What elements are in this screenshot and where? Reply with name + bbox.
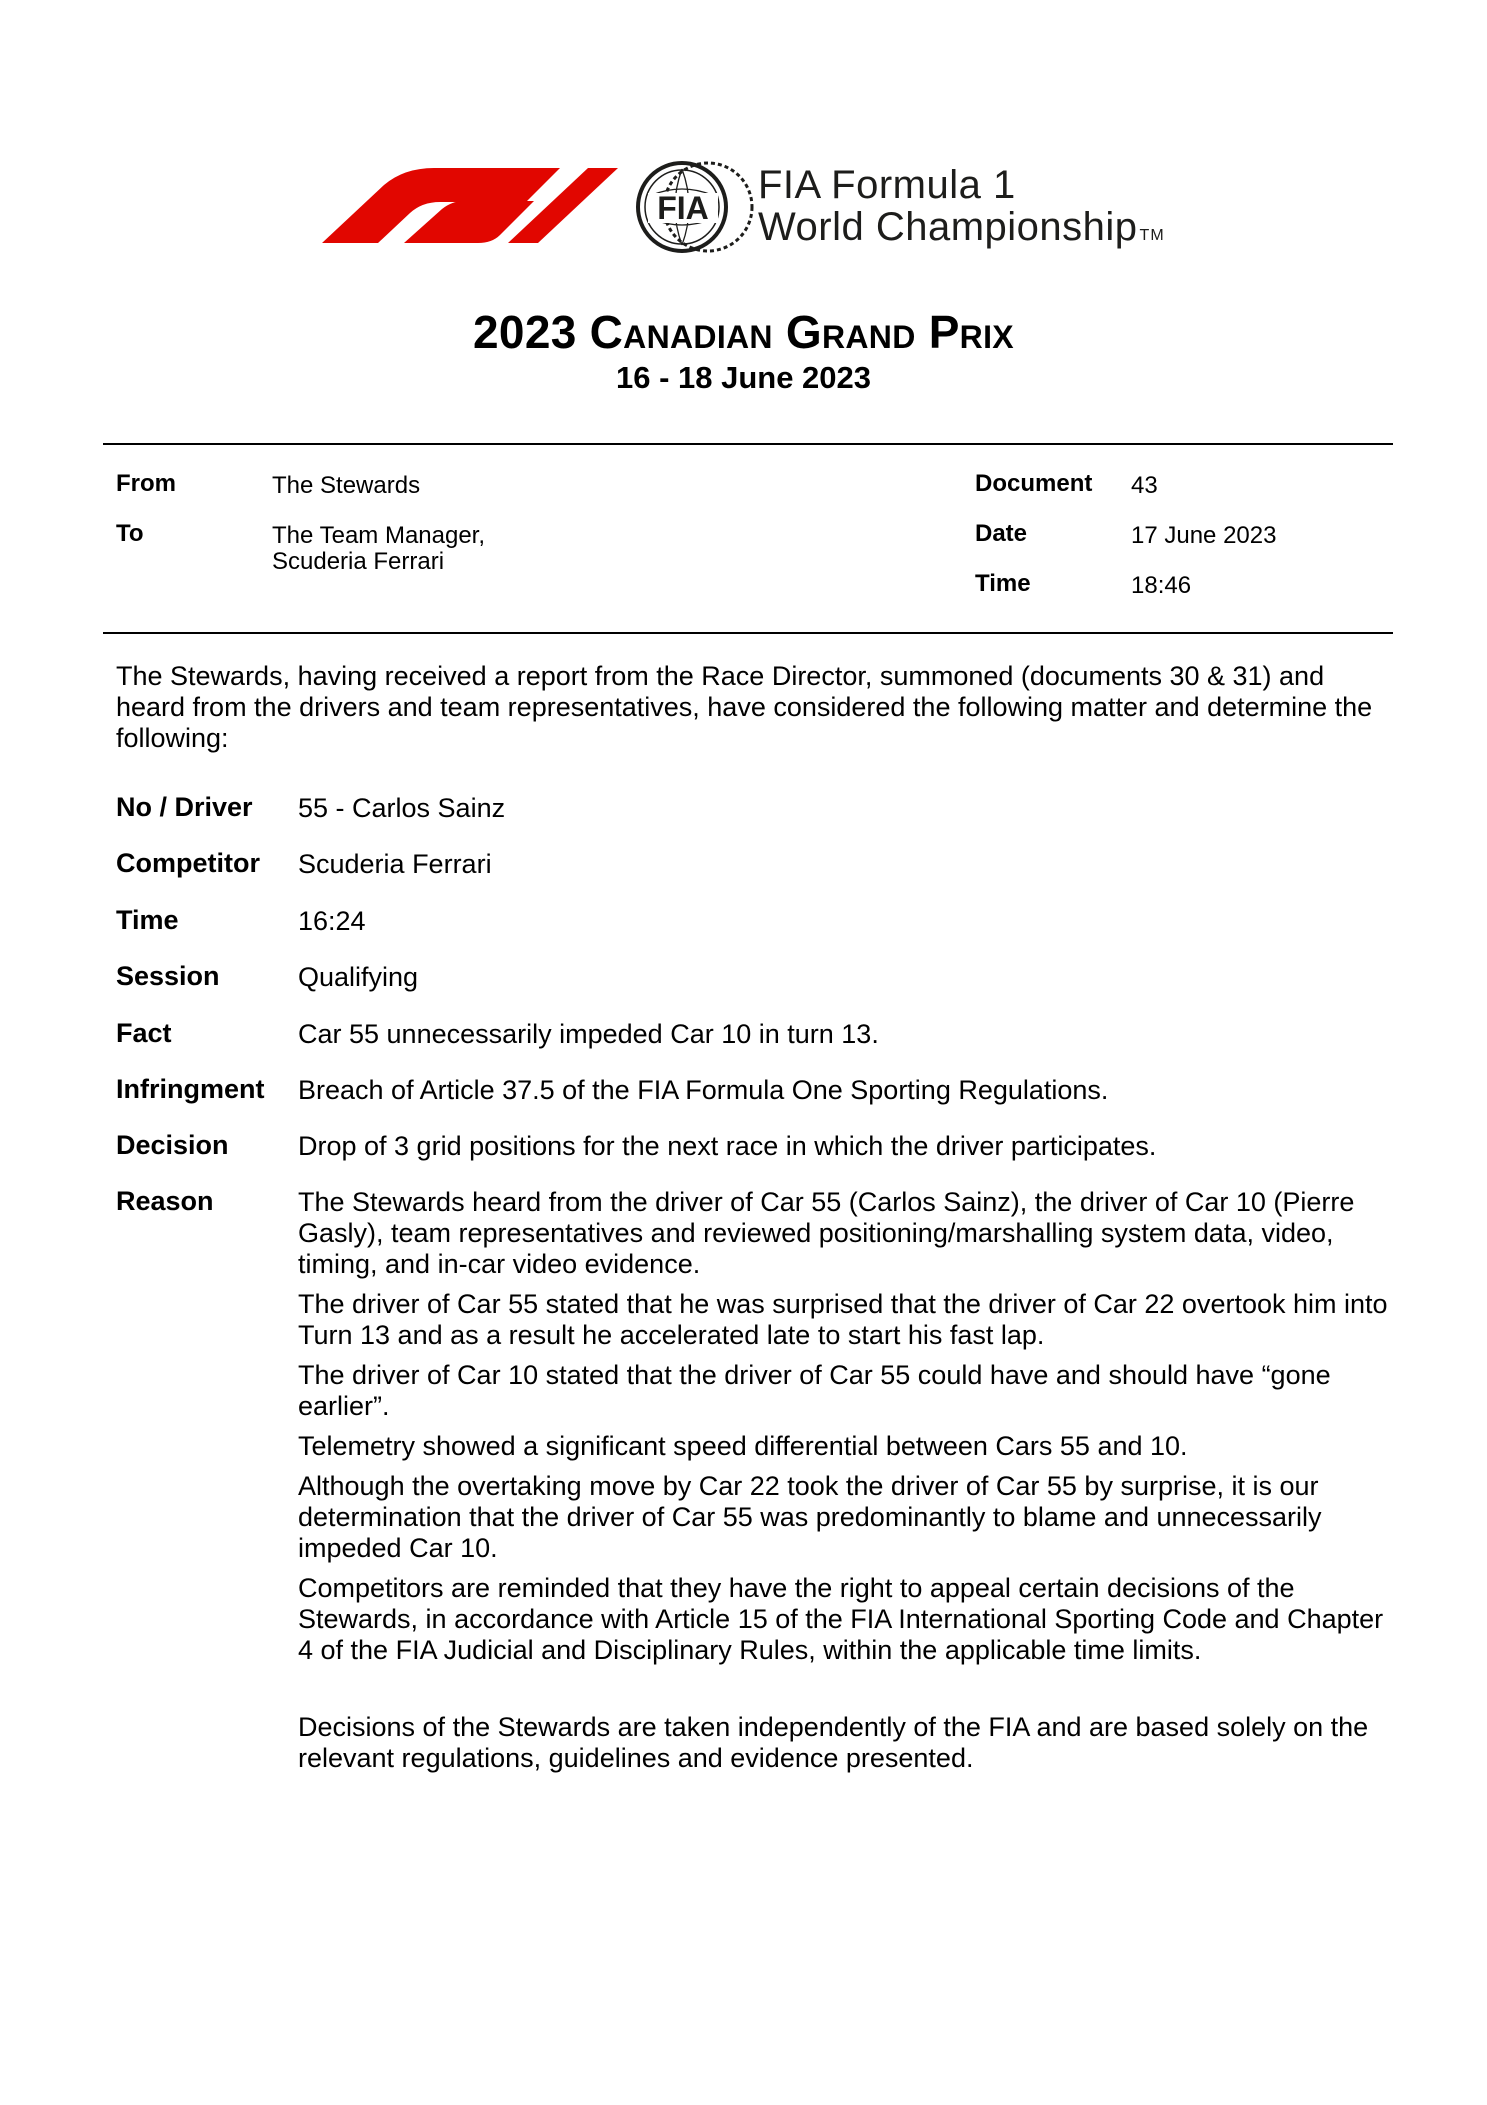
document-label: Document (975, 470, 1093, 497)
wordmark-line2 (758, 207, 1165, 247)
reason-body (298, 1187, 1388, 1783)
reason-paragraph: The driver of Car 55 stated that he was surprised that the driver of Car 22 overtook him into Turn 13 and as a result he accelerated late to start his fast lap. (298, 1289, 1388, 1350)
to-value-line1: The Team Manager, (272, 522, 486, 549)
session-value: Qualifying (298, 962, 419, 992)
event-dates: 16 - 18 June 2023 (615, 360, 872, 395)
from-value: The Stewards (272, 472, 421, 499)
to-value-line2: Scuderia Ferrari (272, 548, 445, 575)
incident-time-label: Time (116, 905, 179, 935)
reason-paragraph: Competitors are reminded that they have the right to appeal certain decisions of the Stewards, in accordance with Article 15 of the FIA International Sporting Code and Chapter 4 of the FIA Judicial and Disciplinary Rules, within the applicable time limits. (298, 1573, 1384, 1665)
fact-label: Fact (116, 1018, 172, 1048)
closing-statement: Decisions of the Stewards are taken independently of the FIA and are based solely on the relevant regulations, guidelines and evidence presented. (298, 1712, 1369, 1773)
intro-paragraph: The Stewards, having received a report from the Race Director, summoned (documents 30 & 31) and heard from the drivers and team representatives, have considered the following matter and determine the following: (116, 661, 1373, 753)
wordmark-line2-text: World Championship (758, 205, 1138, 249)
trademark-mark: TM (1139, 227, 1165, 244)
championship-wordmark (758, 165, 1165, 247)
header-bottom-divider (103, 632, 1393, 634)
competitor-label: Competitor (116, 848, 260, 878)
reason-paragraph: The Stewards heard from the driver of Car 55 (Carlos Sainz), the driver of Car 10 (Pierre Gasly), team representatives and reviewed positioning/marshalling system data, video, timing, and in-car video evidence. (298, 1187, 1355, 1279)
fia-badge-icon (638, 163, 752, 251)
driver-label: No / Driver (116, 792, 253, 822)
reason-paragraph: The driver of Car 10 stated that the driver of Car 55 could have and should have “gone earlier”. (298, 1360, 1331, 1421)
header-top-divider (103, 443, 1393, 445)
to-value (272, 523, 485, 575)
fia-badge-text: FIA (657, 190, 709, 226)
driver-value: 55 - Carlos Sainz (298, 793, 506, 823)
competitor-value: Scuderia Ferrari (298, 849, 492, 879)
time-label: Time (975, 570, 1031, 597)
wordmark-line1: FIA Formula 1 (758, 163, 1016, 207)
date-value: 17 June 2023 (1131, 522, 1277, 549)
fact-value: Car 55 unnecessarily impeded Car 10 in turn 13. (298, 1019, 879, 1049)
infringement-label: Infringment (116, 1074, 265, 1104)
time-value: 18:46 (1131, 572, 1192, 599)
decision-label: Decision (116, 1130, 229, 1160)
reason-paragraph: Although the overtaking move by Car 22 took the driver of Car 55 by surprise, it is our determination that the driver of Car 55 was predominantly to blame and unnecessarily impeded Car 10. (298, 1471, 1322, 1563)
to-label: To (116, 520, 144, 547)
date-label: Date (975, 520, 1028, 547)
reason-paragraph: Telemetry showed a significant speed differential between Cars 55 and 10. (298, 1431, 1188, 1461)
session-label: Session (116, 961, 220, 991)
infringement-value: Breach of Article 37.5 of the FIA Formula One Sporting Regulations. (298, 1075, 1109, 1105)
event-title: 2023 Canadian Grand Prix (473, 306, 1014, 358)
document-number: 43 (1131, 472, 1158, 499)
f1-logo-icon (322, 168, 618, 243)
from-label: From (116, 470, 176, 497)
incident-time-value: 16:24 (298, 906, 366, 936)
reason-label: Reason (116, 1186, 214, 1216)
decision-value: Drop of 3 grid positions for the next race in which the driver participates. (298, 1131, 1157, 1161)
